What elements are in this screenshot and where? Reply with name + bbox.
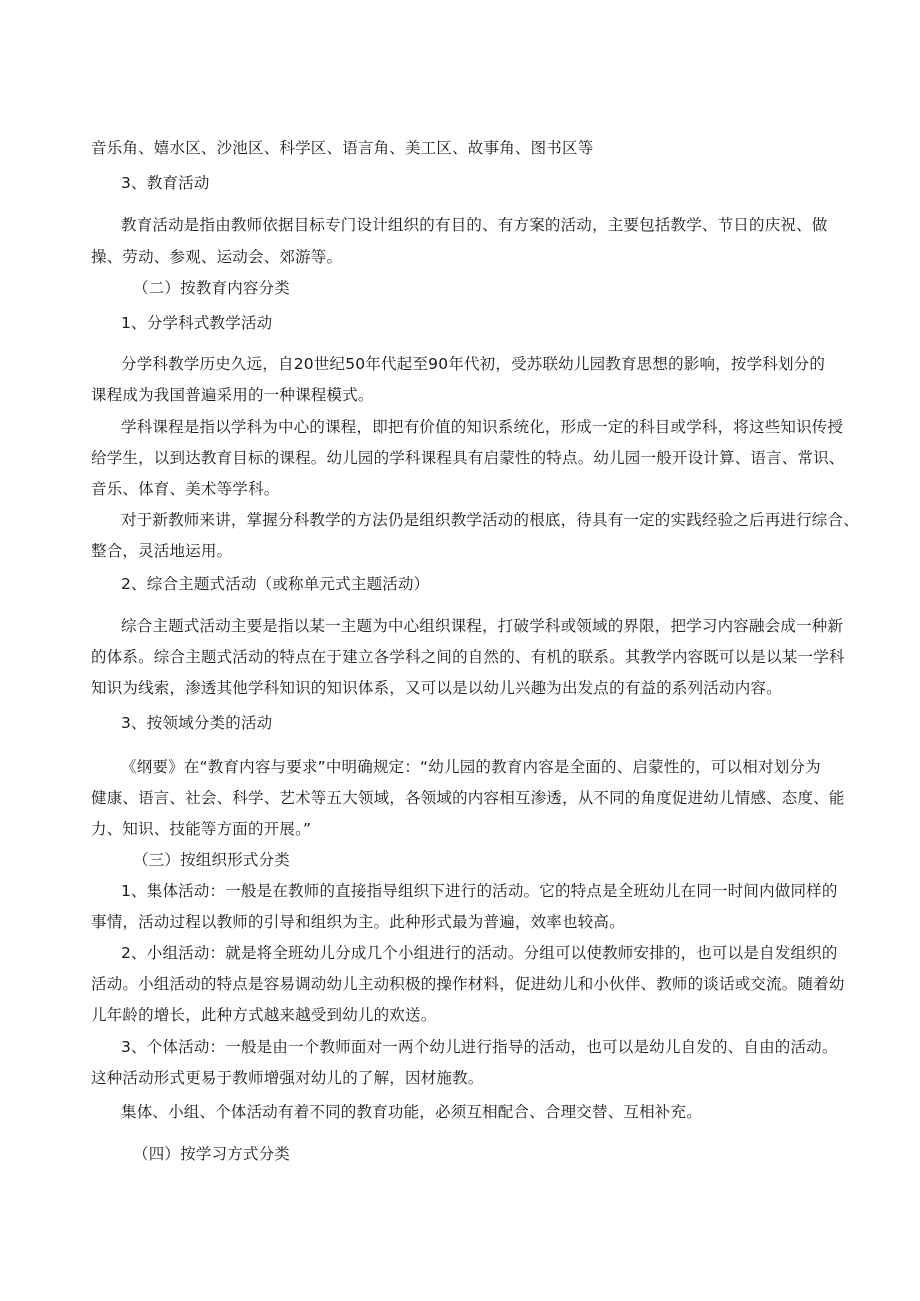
text-line: 操、劳动、参观、运动会、郊游等。 — [91, 248, 343, 266]
text-line: 事情，活动过程以教师的引导和组织为主。此种形式最为普遍，效率也较高。 — [91, 913, 625, 931]
text-line: 《纲要》在“教育内容与要求”中明确规定：“幼儿园的教育内容是全面的、启蒙性的，可以相对划分为 — [121, 758, 821, 776]
text-line: 学科课程是指以学科为中心的课程，即把有价值的知识系统化，形成一定的科目或学科，将这些知识传授 — [121, 418, 844, 436]
text-line: 2、小组活动：就是将全班幼儿分成几个小组进行的活动。分组可以使教师安排的，也可以是自发组织的 — [121, 944, 838, 962]
text-line: 分学科教学历史久远，自20世纪50年代起至90年代初，受苏联幼儿园教育思想的影响，按学科划分的 — [121, 355, 826, 373]
section-heading: 3、按领域分类的活动 — [121, 714, 273, 732]
text-line: 整合，灵活地运用。 — [91, 542, 233, 560]
text-line: 知识为线索，渗透其他学科知识的知识体系，又可以是以幼儿兴趣为出发点的有益的系列活动内容。 — [91, 679, 782, 697]
text-line: 力、知识、技能等方面的开展。” — [91, 820, 312, 838]
text-line: 儿年龄的增长，此种方式越来越受到幼儿的欢送。 — [91, 1006, 437, 1024]
text-line: 课程成为我国普遍采用的一种课程模式。 — [91, 386, 374, 404]
section-heading: 1、分学科式教学活动 — [121, 314, 273, 332]
text-line: 音乐角、嬉水区、沙池区、科学区、语言角、美工区、故事角、图书区等 — [91, 139, 594, 157]
text-line: 音乐、体育、美术等学科。 — [91, 480, 280, 498]
text-line: 3、个体活动：一般是由一个教师面对一两个幼儿进行指导的活动，也可以是幼儿自发的、自由的活动。 — [121, 1038, 838, 1056]
text-line: 给学生，以到达教育目标的课程。幼儿园的学科课程具有启蒙性的特点。幼儿园一般开设计算、语言、常识、 — [91, 449, 845, 467]
section-heading: 3、教育活动 — [121, 174, 210, 192]
section-heading: （四）按学习方式分类 — [133, 1145, 291, 1163]
text-line: 教育活动是指由教师依据目标专门设计组织的有目的、有方案的活动，主要包括教学、节日的庆祝、做 — [121, 216, 828, 234]
section-heading: （三）按组织形式分类 — [133, 851, 291, 869]
text-line: 健康、语言、社会、科学、艺术等五大领域，各领域的内容相互渗透，从不同的角度促进幼儿情感、态度、能 — [91, 789, 845, 807]
section-heading: 2、综合主题式活动（或称单元式主题活动） — [121, 575, 430, 593]
text-line: 集体、小组、个体活动有着不同的教育功能，必须互相配合、合理交替、互相补充。 — [121, 1103, 702, 1121]
section-heading: （二）按教育内容分类 — [133, 279, 291, 297]
text-line: 对于新教师来讲，掌握分科教学的方法仍是组织教学活动的根底，待具有一定的实践经验之后再进行综合、 — [121, 511, 859, 529]
text-line: 的体系。综合主题式活动的特点在于建立各学科之间的自然的、有机的联系。其教学内容既可以是以某一学科 — [91, 648, 845, 666]
text-line: 活动。小组活动的特点是容易调动幼儿主动积极的操作材料，促进幼儿和小伙伴、教师的谈话或交流。随着幼 — [91, 975, 845, 993]
text-line: 这种活动形式更易于教师增强对幼儿的了解，因材施教。 — [91, 1069, 484, 1087]
text-line: 1、集体活动：一般是在教师的直接指导组织下进行的活动。它的特点是全班幼儿在同一时间内做同样的 — [121, 882, 838, 900]
text-line: 综合主题式活动主要是指以某一主题为中心组织课程，打破学科或领域的界限，把学习内容融会成一种新 — [121, 617, 844, 635]
